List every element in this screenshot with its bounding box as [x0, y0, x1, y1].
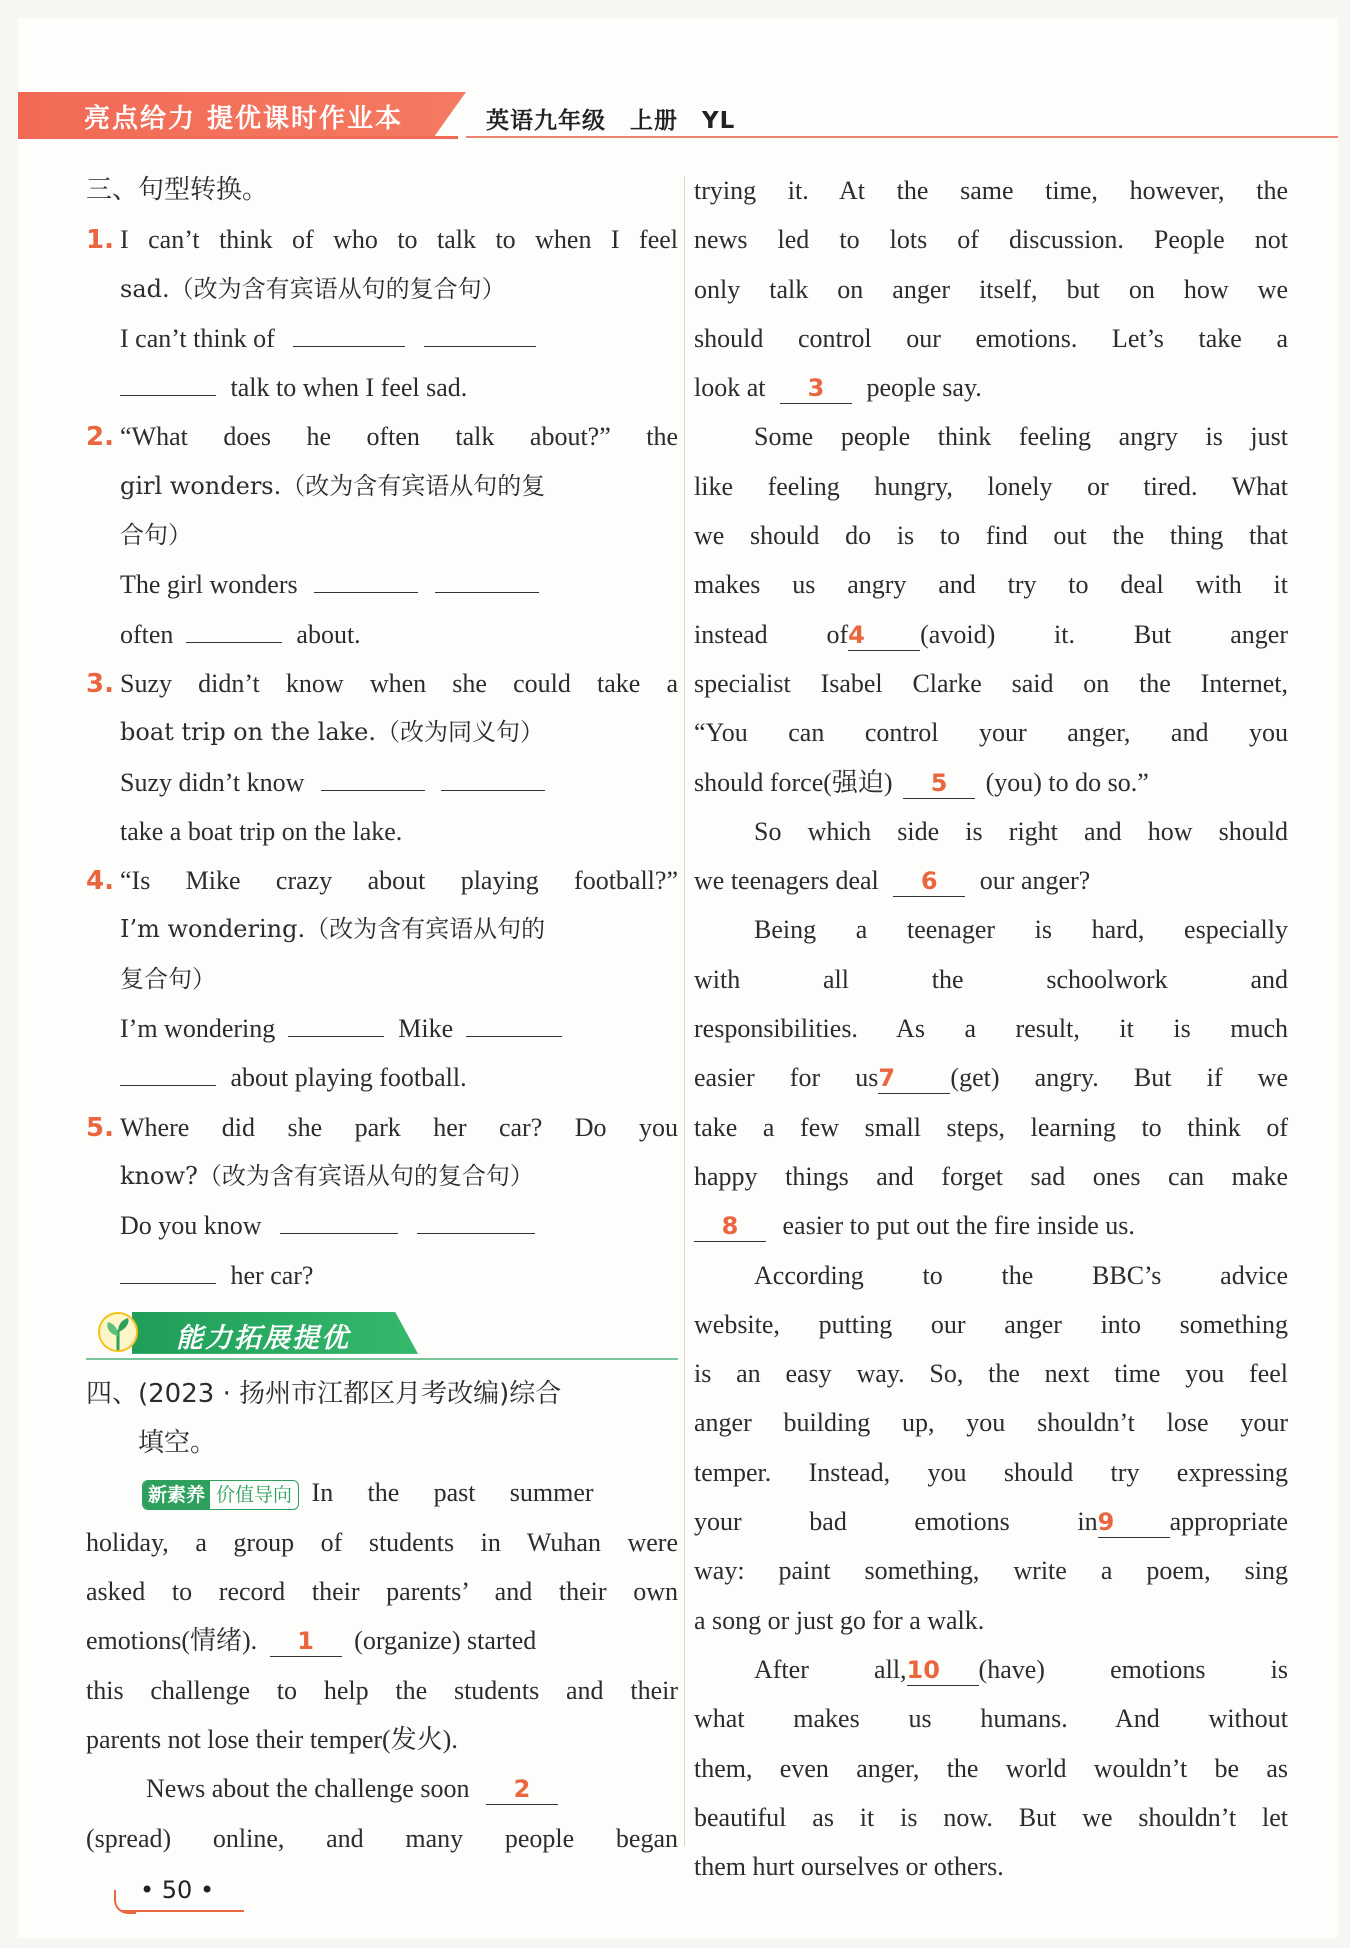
answer-blank[interactable] [120, 1055, 216, 1086]
answer-blank[interactable] [466, 1006, 562, 1037]
answer-blank[interactable] [280, 1203, 398, 1234]
blank-8[interactable]: 8 [694, 1211, 766, 1242]
blank-9[interactable]: 9 [1098, 1507, 1170, 1538]
question-number: 1. [86, 225, 114, 256]
blank-2[interactable]: 2 [486, 1774, 558, 1805]
question-number: 4. [86, 866, 114, 897]
page-header [18, 84, 1338, 146]
header-subject: 英语九年级 上册 YL [486, 108, 736, 134]
question-2: 2. “What does he often talk about?” the [86, 412, 678, 461]
banner-title: 能力拓展提优 [176, 1322, 350, 1354]
header-rule [466, 136, 1338, 138]
workbook-page [18, 18, 1338, 1938]
section-banner [86, 1306, 678, 1362]
literacy-tag: 新素养 价值导向 [142, 1480, 299, 1510]
sprout-icon [96, 1310, 140, 1358]
blank-7[interactable]: 7 [878, 1063, 950, 1094]
question-5: 5. Where did she park her car? Do you [86, 1103, 678, 1152]
right-column: trying it. At the same time, however, the news led to lots of discussion. People not only talk on anger itself, but on how we should control our emotions. Let’s take a look at 3 people say. Some people think feeling angry is just like feeling hungry, lonely or tired. What we should do is to find out the thing that makes us angry and try to deal with it instead of4 (avoid) it. But anger specialist Isabel Clarke said on the Internet, “You can control your anger, and you should force(强迫) 5 (you) to do so.” So which side is right and how should we teenagers deal 6 our anger? Being a teenager is hard, especially with all the schoolwork and responsibilities. As a result, it is much easier for us7 (get) angry. But if we take a few small steps, learning to think of happy things and forget sad ones can make 8 easier to put out the fire inside us. According to the BBC’s advice website, putting our anger into something is an easy way. So, the next time you feel anger building up, you shouldn’t lose your temper. Instead, you should try expressing your bad emotions in9 appropriate way: paint something, write a poem, sing a song or just go for a walk. After all,10 (have) emotions is what makes us humans. And without them, even anger, the world wouldn’t be as beautiful as it is now. But we shouldn’t let them hurt ourselves or others. [694, 176, 1288, 1882]
blank-4[interactable]: 4 [848, 620, 920, 651]
answer-blank[interactable] [120, 365, 216, 396]
question-3: 3. Suzy didn’t know when she could take a [86, 659, 678, 708]
section-title: 四、(2023 · 扬州市江都区月考改编)综合 [86, 1378, 562, 1409]
blank-6[interactable]: 6 [893, 866, 965, 897]
blank-1[interactable]: 1 [270, 1626, 342, 1657]
page-number: • 50 • [114, 1876, 244, 1916]
answer-blank[interactable] [424, 316, 536, 347]
blank-5[interactable]: 5 [903, 768, 975, 799]
answer-blank[interactable] [441, 760, 545, 791]
left-column: 三、句型转换。 1. I can’t think of who to talk to when I feel sad.（改为含有宾语从句的复合句） I can’t think of talk to when I feel sad. 2. “What does he often talk about?” the girl wonders.（改为含有宾语从句的复 合句） The girl wonders often about. 3. Suzy didn’t know when she could take a boat trip on the lake.（改为同义句） Suzy didn’t know take a boat trip on the lake. 4. “Is Mike crazy about playing football?” I’m wondering.（改为含有宾语从句的 复合句） I’m wondering Mike about playing football. 5. Where did she park her car? Do you know?（改为含有宾语从句的复合句） Do you know her car? 能力拓展提优 四、(2023 · 扬州市江都区月考改编)综合 填空。 新素养 价值导向 In the past summer holiday, a group of students in Wuhan were asked to record their parents’ and their own emotions(情绪). 1 (organize) started this challenge to help the students and their parents not lose their temper(发火). News about the challenge soon 2 (spread) online, and many people began [86, 166, 678, 1863]
answer-blank[interactable] [293, 316, 405, 347]
answer-blank[interactable] [314, 562, 418, 593]
question-number: 5. [86, 1112, 114, 1143]
question-1: 1. I can’t think of who to talk to when I feel [86, 215, 678, 264]
answer-blank[interactable] [288, 1006, 384, 1037]
question-4: 4. “Is Mike crazy about playing football?” [86, 856, 678, 905]
question-number: 3. [86, 668, 114, 699]
blank-10[interactable]: 10 [907, 1655, 979, 1686]
blank-3[interactable]: 3 [780, 373, 852, 404]
question-number: 2. [86, 422, 114, 453]
answer-blank[interactable] [435, 562, 539, 593]
answer-blank[interactable] [417, 1203, 535, 1234]
answer-blank[interactable] [321, 760, 425, 791]
answer-blank[interactable] [186, 612, 282, 643]
header-brand: 亮点给力 提优课时作业本 [84, 104, 404, 134]
column-divider [684, 176, 685, 1846]
answer-blank[interactable] [120, 1253, 216, 1284]
section-title: 三、句型转换。 [86, 175, 269, 205]
